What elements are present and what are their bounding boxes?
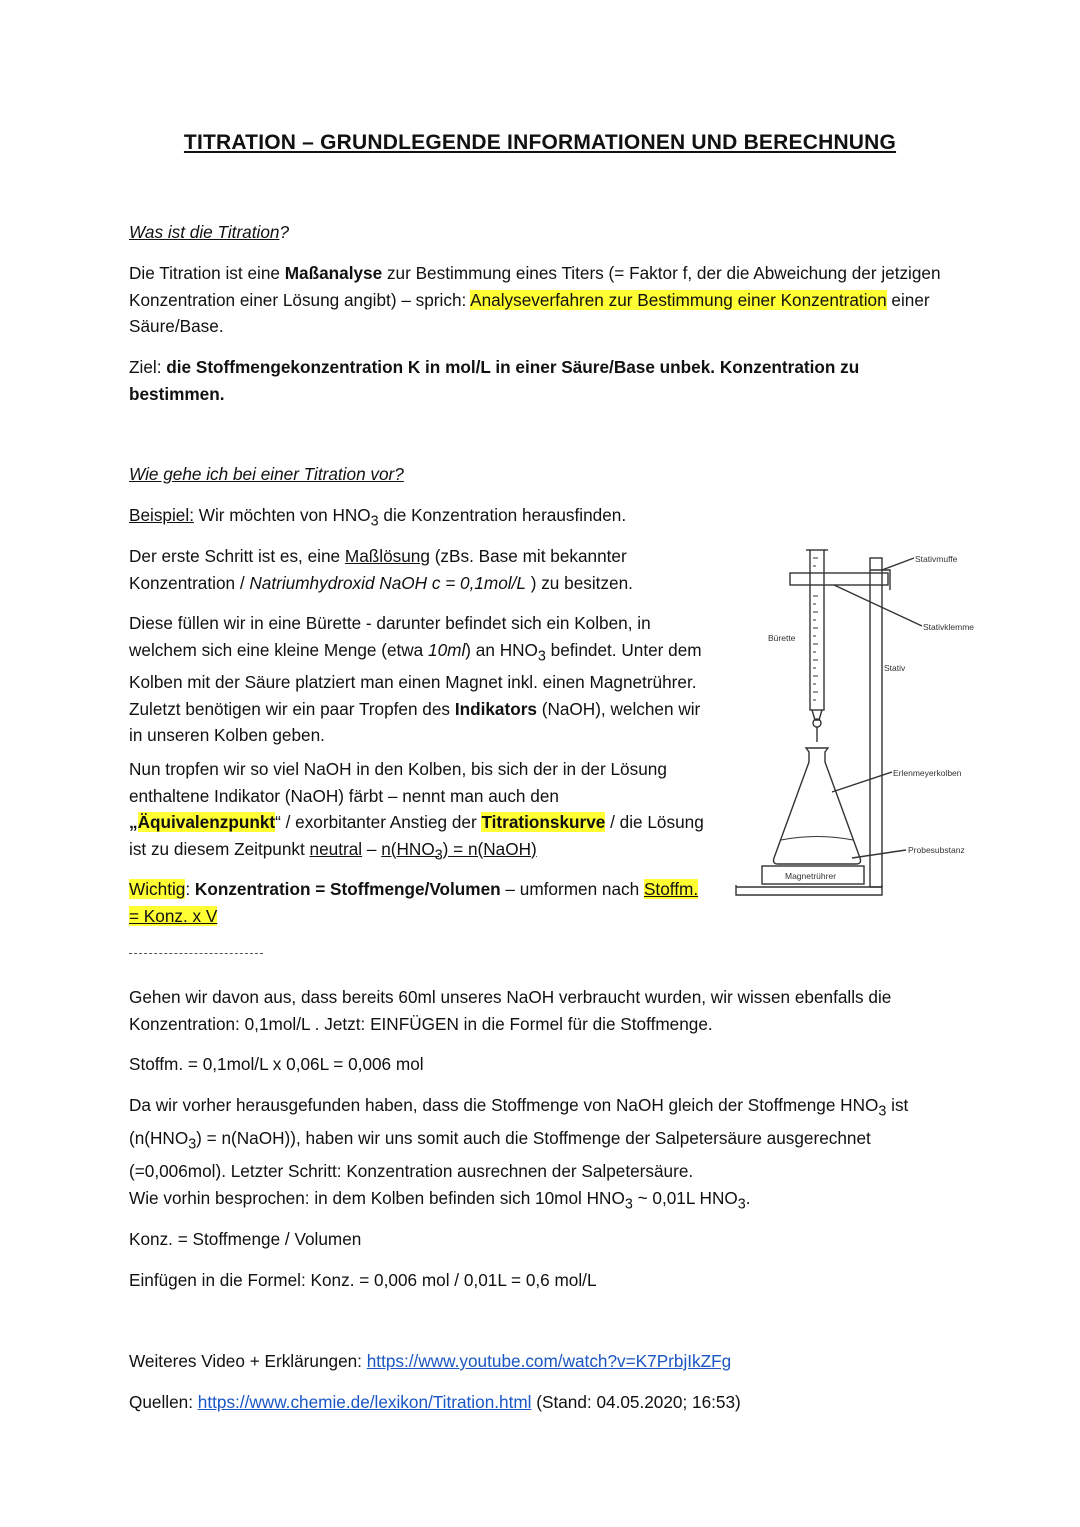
highlight-titrationskurve: Titrationskurve xyxy=(481,812,606,832)
page-title: TITRATION – GRUNDLEGENDE INFORMATIONEN UND BERECHNUNG xyxy=(183,131,897,154)
heading-text: Was ist die Titration xyxy=(129,222,280,242)
step2-paragraph: Diese füllen wir in eine Bürette - darunter befindet sich ein Kolben, in welchem sich eine kleine Menge (etwa 10ml) an $HNO_3$ befindet. Unter dem Kolben mit der Säure platziert man einen Magnet inkl. einen Magnetrührer. Zuletzt benötigen wir ein paar Tropfen des Indikators (NaOH), welchen wir in unseren Kolben geben. xyxy=(129,613,702,746)
source-link[interactable]: https://www.chemie.de/lexikon/Titration.html xyxy=(197,1392,532,1412)
source-reference: Quellen: https://www.chemie.de/lexikon/Titration.html (Stand: 04.05.2020; 16:53) xyxy=(129,1392,741,1412)
step1-paragraph: Der erste Schritt ist es, eine Maßlösung (zBs. Base mit bekannter Konzentration / Natriumhydroxid NaOH c = 0,1mol/L ) zu besitzen. xyxy=(129,546,633,593)
video-link[interactable]: https://www.youtube.com/watch?v=K7PrbjIkZFg xyxy=(366,1351,732,1371)
concentration-formula: Konz. = Stoffmenge / Volumen xyxy=(129,1229,362,1249)
highlight-formula: Stoffm. = Konz. x V xyxy=(129,879,699,926)
calculation-stoffmenge: Stoffm. = 0,1mol/L x 0,06L = 0,006 mol xyxy=(129,1054,424,1074)
section-heading-what: Was ist die Titration? xyxy=(129,222,290,242)
label-magnet: Magnetrührer xyxy=(785,871,837,881)
calculation-explanation: Da wir vorher herausgefunden haben, dass die Stoffmenge von NaOH gleich der Stoffmenge $HNO_3$ ist ($n(HNO_3)$ = n(NaOH)), haben wir uns somit auch die Stoffmenge der Salpetersäure ausgerechnet (=0,006mol). Letzter Schritt: Konzentration ausrechnen der Salpetersäure. xyxy=(129,1095,909,1181)
calculation-result: Einfügen in die Formel: Konz. = 0,006 mol / 0,01L = 0,6 mol/L xyxy=(129,1270,597,1290)
highlight-aequivalenzpunkt: Äquivalenzpunkt xyxy=(137,812,276,832)
erlenmeyer-flask xyxy=(774,748,861,864)
highlight-definition: Analyseverfahren zur Bestimmung einer Konzentration xyxy=(470,289,887,310)
stand-rod xyxy=(870,558,882,887)
clamp-arm xyxy=(790,573,888,585)
label-buerette: Bürette xyxy=(768,633,796,643)
label-probe: Probesubstanz xyxy=(908,845,965,855)
dashed-separator xyxy=(129,953,263,954)
goal-paragraph: Ziel: die Stoffmengekonzentration K in mol/L in einer Säure/Base unbek. Konzentration zu bestimmen. xyxy=(129,357,860,404)
label-stativklemme: Stativklemme xyxy=(923,622,975,632)
calculation-volume: Wie vorhin besprochen: in dem Kolben befinden sich 10mol $HNO_3$ ~ 0,01L $HNO_3$. xyxy=(129,1188,751,1213)
step3-paragraph: Nun tropfen wir so viel NaOH in den Kolben, bis sich der in der Lösung enthaltene Indikator (NaOH) färbt – nennt man auch den „Äquivalenzpunkt“ / exorbitanter Anstieg der Titrationskurve / die Lösung ist zu diesem Zeitpunkt neutral – $n(HNO_3)$ = n(NaOH) xyxy=(129,759,704,863)
label-stativmuffe: Stativmuffe xyxy=(915,554,958,564)
important-paragraph: Wichtig: Konzentration = Stoffmenge/Volumen – umformen nach Stoffm. = Konz. x V xyxy=(129,879,699,926)
equivalence-equation: $n(HNO_3)$ = n(NaOH) xyxy=(381,838,537,863)
definition-paragraph: Die Titration ist eine Maßanalyse zur Bestimmung eines Titers (= Faktor f, der die Abweichung der jetzigen Konzentration einer Lösung angibt) – sprich: Analyseverfahren zur Bestimmung einer Konzentration einer Säure/Base. xyxy=(129,263,941,336)
section-heading-how: Wie gehe ich bei einer Titration vor? xyxy=(129,464,404,484)
calculation-intro: Gehen wir davon aus, dass bereits 60ml unseres NaOH verbraucht wurden, wir wissen ebenfalls die Konzentration: 0,1mol/L . Jetzt: EINFÜGEN in die Formel für die Stoffmenge. xyxy=(129,987,892,1034)
label-erlenmeyer: Erlenmeyerkolben xyxy=(893,768,962,778)
burette xyxy=(810,550,824,710)
label-stativ: Stativ xyxy=(884,663,906,673)
titration-apparatus-figure xyxy=(732,540,992,905)
video-reference: Weiteres Video + Erklärungen: https://www.youtube.com/watch?v=K7PrbjIkZFg xyxy=(129,1351,732,1371)
example-paragraph: Beispiel: Wir möchten von $HNO_3$ die Konzentration herausfinden. xyxy=(129,505,627,530)
